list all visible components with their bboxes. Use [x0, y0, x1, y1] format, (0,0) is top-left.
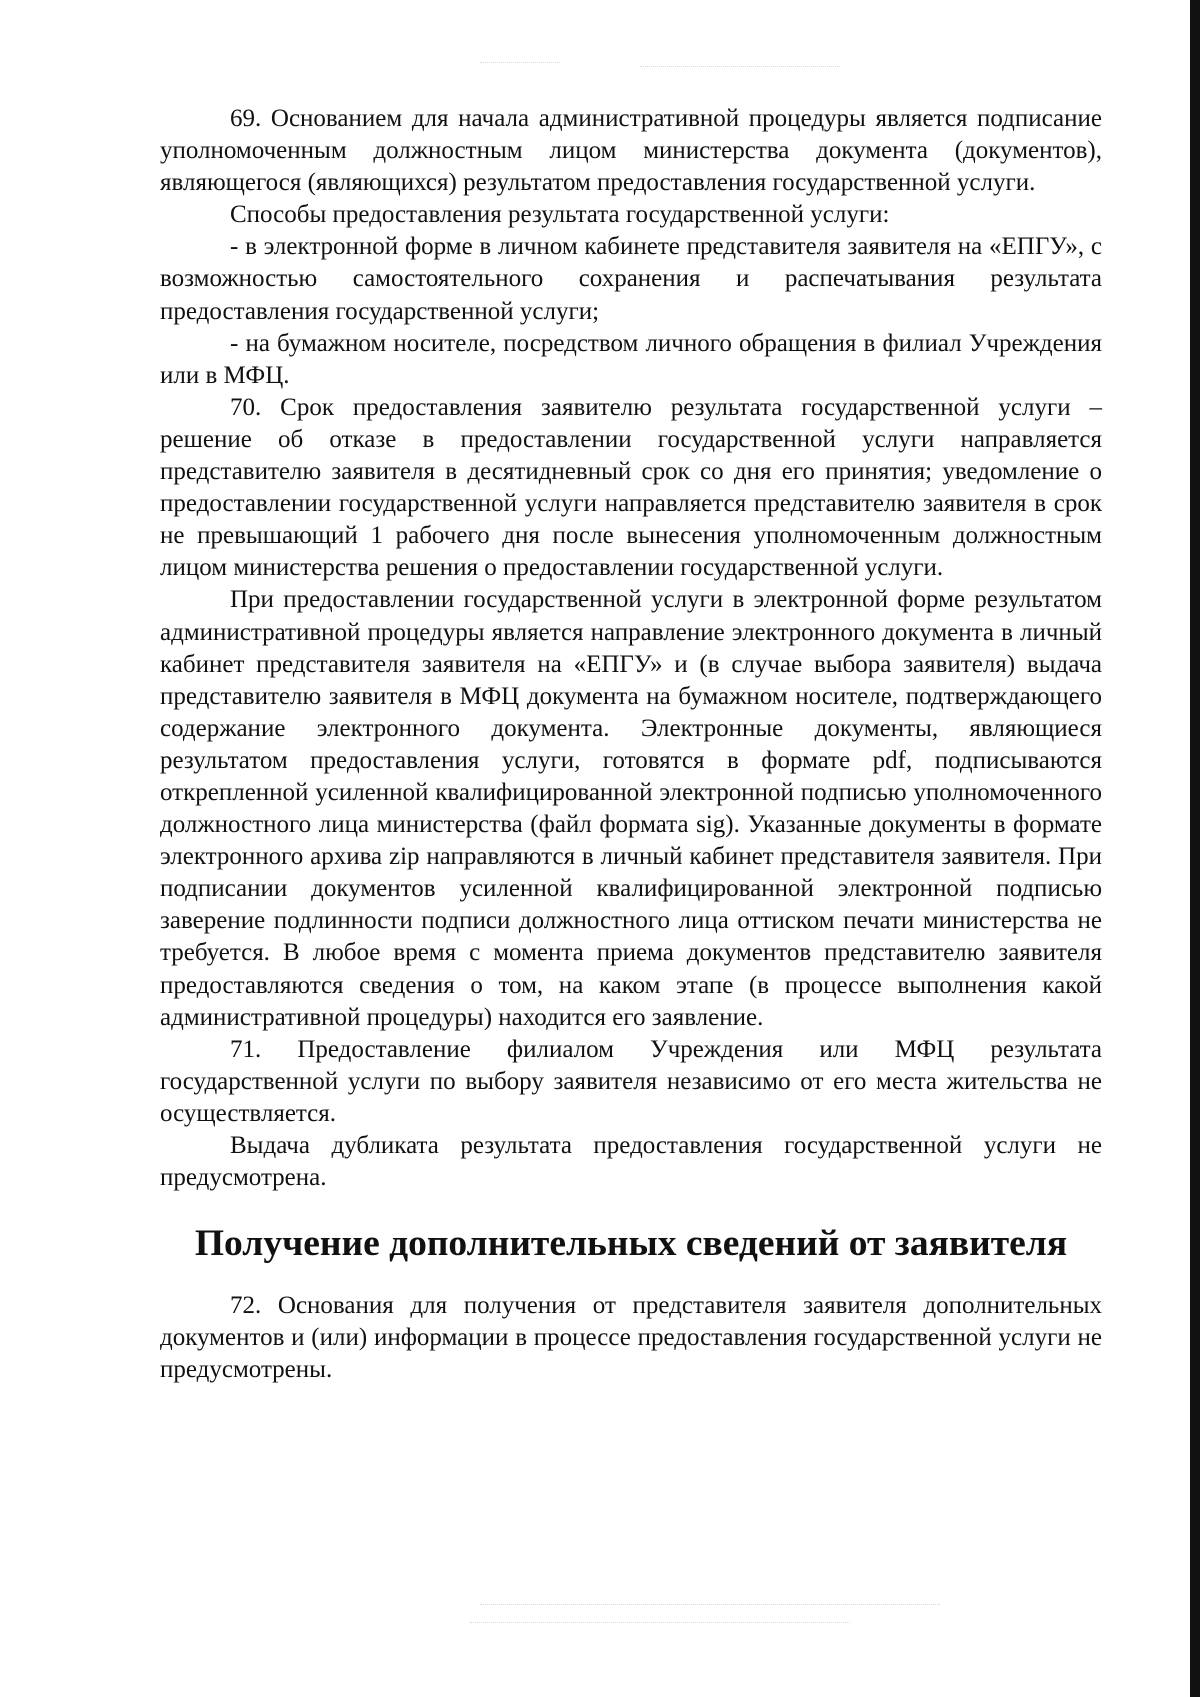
scan-noise — [470, 1622, 850, 1624]
paragraph-method-paper: - на бумажном носителе, посредством личного обращения в филиал Учреждения или в МФЦ. — [160, 329, 1102, 389]
paragraph-70: 70. Срок предоставления заявителю результата государственной услуги – решение об отказе в предоставлении государственной услуги направляется представителю заявителя в десятидневный срок со дня его принятия; уведомление о предоставлении государственной услуги направляется представителю заявителя в срок не превышающий 1 рабочего дня после вынесения уполномоченным должностным лицом министерства решения о предоставлении государственной услуги. — [160, 393, 1102, 582]
scan-noise — [480, 1604, 940, 1606]
paragraph-methods-intro: Способы предоставления результата государственной услуги: — [230, 201, 890, 229]
paragraph-71: 71. Предоставление филиалом Учреждения или МФЦ результата государственной услуги по выбору заявителя независимо от его места жительства не осуществляется. — [160, 1035, 1102, 1127]
section-heading: Получение дополнительных сведений от заявителя — [194, 1223, 1068, 1265]
paragraph-method-electronic: - в электронной форме в личном кабинете представителя заявителя на «ЕПГУ», с возможностью самостоятельного сохранения и распечатывания результата предоставления государственной услуги; — [160, 233, 1102, 325]
paragraph-electronic-result: При предоставлении государственной услуги в электронной форме результатом административной процедуры является направление электронного документа в личный кабинет представителя заявителя на «ЕПГУ» и (в случае выбора заявителя) выдача представителю заявителя в МФЦ документа на бумажном носителе, подтверждающего содержание электронного документа. Электронные документы, являющиеся результатом предоставления услуги, готовятся в формате pdf, подписываются открепленной усиленной квалифицированной электронной подписью уполномоченного должностного лица министерства (файл формата sig). Указанные документы в формате электронного архива zip направляются в личный кабинет представителя заявителя. При подписании документов усиленной квалифицированной электронной подписью заверение подлинности подписи должностного лица оттиском печати министерства не требуется. В любое время с момента приема документов представителю заявителя предоставляются сведения о том, на каком этапе (в процессе выполнения какой административной процедуры) находится его заявление. — [160, 586, 1102, 1031]
paragraph-69: 69. Основанием для начала административной процедуры является подписание уполномоченным должностным лицом министерства документа (документов), являющегося (являющихся) результатом предоставления государственной услуги. — [160, 105, 1102, 197]
document-body — [160, 103, 1102, 1387]
scan-edge — [1190, 0, 1200, 1697]
paragraph-duplicate: Выдача дубликата результата предоставления государственной услуги не предусмотрена. — [160, 1132, 1102, 1192]
scan-noise — [640, 66, 840, 68]
scan-noise — [480, 62, 560, 64]
paragraph-72: 72. Основания для получения от представителя заявителя дополнительных документов и (или) информации в процессе предоставления государственной услуги не предусмотрены. — [160, 1292, 1102, 1384]
